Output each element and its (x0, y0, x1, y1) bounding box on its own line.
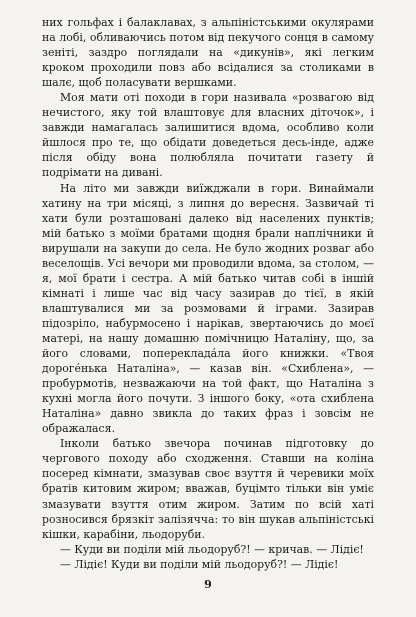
page-number: 9 (204, 578, 212, 591)
paragraph: — Куди ви поділи мій льодоруб?! — кричав. — Лідіє! (60, 542, 364, 556)
body-text (42, 15, 374, 572)
paragraph: На літо ми завжди виїжджали в гори. Винаймали хатину на три місяці, з липня до вересня. Зазвичай ті хати були розташовані далеко від населених пунктів; мій батько з моїми братами щодня брали наплічники й вирушали на закупи до села. Не було жодних розваг або веселощів. Усі вечори ми проводили вдома, за столом, — я, мої брати і сестра. А мій батько читав собі в іншій кімнаті і лише час від часу зазирав до тієї, в якій влаштувалися ми за розмовами й іграми. Зазирав підозріло, набурмосено і нарікав, звертаючись до моєї матері, на нашу домашню помічницю Наталіну, що, за його словами, попереклада́ла його книжки. «Твоя дороге́нька Наталіна», — казав він. «Схиблена», — пробурмотів, незважаючи на той факт, що Наталіна з кухні могла його почути. З іншого боку, «ота схиблена Наталіна» давно звикла до таких фраз і зовсім не ображалася. (42, 181, 374, 436)
paragraph: Моя мати оті походи в гори називала «розвагою від нечистого, яку той влаштовує для власних діточок», і завжди намагалась залишитися вдома, особливо коли йшлося про те, що обідати доведеться десь-інде, адже після обіду вона полюбляла почитати газету й подрімати на дивані. (42, 91, 374, 180)
paragraph: — Лідіє! Куди ви поділи мій льодоруб?! — Лідіє! (60, 557, 339, 571)
paragraph: Інколи батько звечора починав підготовку до чергового походу або сходження. Ставши на коліна посеред кімнати, змазував своє взуття й черевики моїх братів китовим жиром; вважав, буцімто тільки він уміє змазувати взуття отим жиром. Затим по всій хаті розносився брязкіт залізячча: то він шукав альпіністські кішки, карабіни, льодоруби. (42, 437, 374, 541)
paragraph: них гольфах і балаклавах, з альпіністськими окулярами на лобі, обливаючись потом від пекучого сонця в самому зеніті, заздро поглядали на «дикунів», які легким кроком проходили повз або всідалися за столиками в шалє, щоб поласувати вершками. (42, 16, 374, 90)
